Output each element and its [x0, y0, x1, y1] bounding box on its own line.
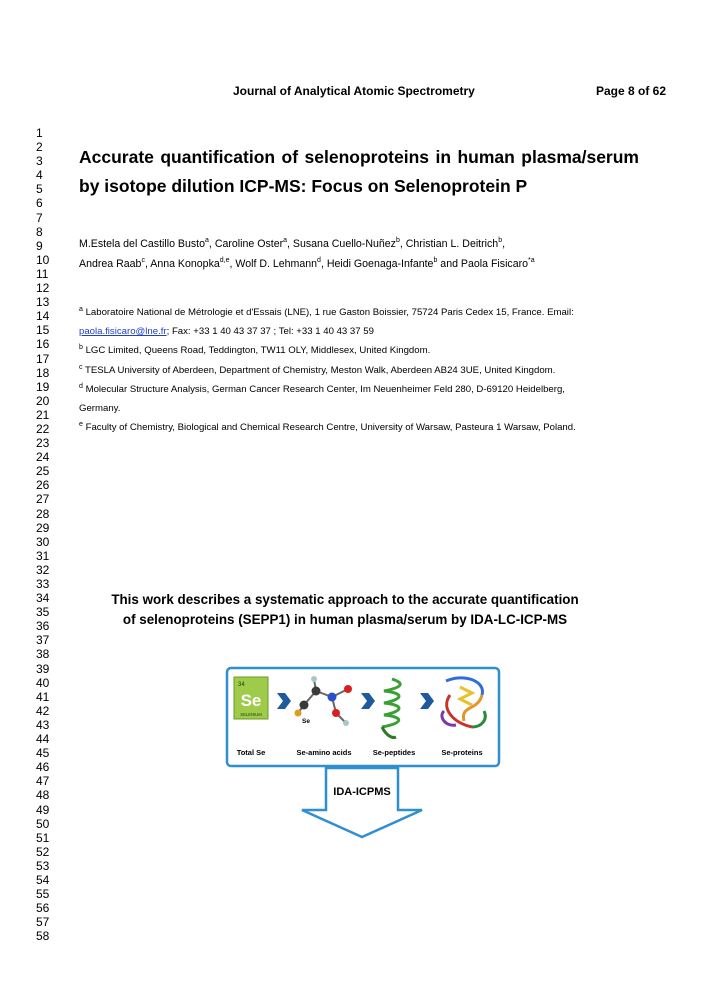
- line-number: 54: [36, 872, 50, 887]
- line-number: 45: [36, 746, 50, 761]
- line-number: 17: [36, 351, 50, 366]
- affiliation-b: [79, 341, 649, 360]
- email-link[interactable]: paola.fisicaro@lne.fr: [79, 326, 167, 338]
- author-list: M.Estela del Castillo Busto$^a$, Caroline Oster$^a$, Susana Cuello-Nuñez$^b$, Christian L. Deitrich$^b$, Andrea Raab$^c$, Anna Konopka$^{d,e}$, Wolf D. Lehmann$^d$, Heidi Goenaga-Infante$^b$ and Paola Fisicaro$^{*a}$: [79, 237, 535, 270]
- line-number: 49: [36, 802, 50, 817]
- line-number: 56: [36, 901, 50, 916]
- contact-text: ; Fax: +33 1 40 43 37 37 ; Tel: +33 1 40 43 37 59: [166, 326, 374, 338]
- author: Anna Konopka: [150, 258, 220, 270]
- affiliation-mark: a: [79, 306, 83, 313]
- line-number: 2: [36, 140, 43, 155]
- author: Andrea Raab: [79, 258, 142, 270]
- line-number: 8: [36, 224, 43, 239]
- line-number: 38: [36, 647, 50, 662]
- line-number: 19: [36, 379, 50, 394]
- line-numbers: [36, 126, 60, 943]
- line-number: 4: [36, 168, 43, 183]
- line-number: 29: [36, 520, 50, 535]
- author: Susana Cuello-Nuñez: [292, 238, 396, 250]
- line-number: 16: [36, 337, 50, 352]
- line-number: 40: [36, 675, 50, 690]
- line-number: 41: [36, 689, 50, 704]
- line-number: 31: [36, 548, 50, 563]
- title-line-2: by isotope dilution ICP-MS: Focus on Selenoprotein P: [79, 176, 528, 196]
- line-number: 13: [36, 295, 50, 310]
- affiliation-mark: c: [79, 363, 83, 371]
- stage-label: Se-amino acids: [296, 748, 352, 757]
- affiliations: [79, 303, 649, 437]
- abstract-line-2: of selenoproteins (SEPP1) in human plasma/serum by IDA-LC-ICP-MS: [122, 611, 568, 627]
- line-number: 28: [36, 506, 50, 521]
- line-number: 18: [36, 365, 50, 380]
- affiliation-a-contact: [79, 322, 649, 341]
- line-number: 3: [36, 154, 43, 169]
- line-number: 7: [36, 210, 43, 225]
- affiliation-text: Laboratoire National de Métrologie et d'Essais (LNE), 1 rue Gaston Boissier, 75724 Paris Cedex 15, France. Email:: [85, 307, 574, 318]
- author-affiliation-mark: c: [141, 257, 145, 264]
- line-number: 50: [36, 816, 50, 831]
- author-affiliation-mark: d: [317, 257, 321, 264]
- line-number: 20: [36, 393, 50, 408]
- line-number: 55: [36, 887, 50, 902]
- line-number: 9: [36, 238, 43, 253]
- page-number: Page 8 of 62: [596, 84, 667, 98]
- author: M.Estela del Castillo Busto: [79, 238, 206, 250]
- line-number: 26: [36, 478, 50, 493]
- element-symbol: Se: [240, 691, 262, 710]
- affiliation-mark: b: [79, 344, 83, 352]
- stage-label: Total Se: [236, 748, 266, 757]
- author: Wolf D. Lehmann: [235, 258, 318, 270]
- line-number: 48: [36, 788, 50, 803]
- line-number: 25: [36, 464, 50, 479]
- line-number: 42: [36, 703, 50, 718]
- element-name: SELENIUM: [240, 712, 262, 717]
- line-number: 5: [36, 182, 43, 197]
- line-number: 12: [36, 281, 50, 296]
- line-number: 57: [36, 915, 50, 930]
- arrow-label: IDA-ICPMS: [333, 786, 391, 798]
- line-number: 47: [36, 774, 50, 789]
- affiliation-text: Molecular Structure Analysis, German Cancer Research Center, Im Neuenheimer Feld 280, D-69120 Heidelberg,: [85, 383, 565, 395]
- paper-title: [79, 143, 639, 201]
- author-affiliation-mark: a: [283, 237, 288, 244]
- line-number: 35: [36, 605, 50, 620]
- line-number: 53: [36, 858, 50, 873]
- line-number: 33: [36, 577, 50, 591]
- line-number: 51: [36, 830, 50, 845]
- line-number: 30: [36, 534, 50, 549]
- down-arrow-icon: [302, 768, 422, 837]
- line-number: 23: [36, 436, 50, 451]
- line-number: 15: [36, 323, 50, 338]
- affiliation-text: Faculty of Chemistry, Biological and Chemical Research Centre, University of Warsaw, Pasteura 1 Warsaw, Poland.: [85, 422, 576, 434]
- atom-label: Se: [302, 718, 310, 725]
- author-affiliation-mark: a: [205, 237, 209, 244]
- line-number: 27: [36, 492, 50, 507]
- line-number: 6: [36, 196, 43, 211]
- line-number: 43: [36, 717, 50, 732]
- line-number: 32: [36, 562, 50, 577]
- author: Heidi Goenaga-Infante: [326, 258, 434, 270]
- affiliation-a: [79, 303, 649, 322]
- line-number: 39: [36, 661, 50, 676]
- line-number: 10: [36, 252, 50, 267]
- abstract-line-1: This work describes a systematic approach to the accurate quantification: [111, 592, 579, 607]
- affiliation-text: TESLA University of Aberdeen, Department of Chemistry, Meston Walk, Aberdeen AB24 3UE, United Kingdom.: [85, 364, 556, 376]
- affiliation-d: [79, 380, 649, 399]
- author: Paola Fisicaro: [460, 258, 529, 270]
- stage-label: Se-proteins: [441, 748, 483, 757]
- line-number: 44: [36, 732, 50, 747]
- line-number: 37: [36, 633, 50, 648]
- author-affiliation-mark: d,e: [219, 257, 230, 264]
- line-number: 11: [36, 266, 49, 281]
- author-affiliation-mark: *a: [528, 257, 535, 264]
- line-number: 52: [36, 844, 50, 859]
- author: Caroline Oster: [214, 238, 284, 250]
- author-affiliation-mark: b: [498, 237, 503, 244]
- affiliation-d-cont: Germany.: [79, 403, 121, 415]
- affiliation-mark: e: [79, 421, 83, 429]
- line-number: 36: [36, 619, 50, 634]
- line-number: 21: [36, 407, 50, 422]
- title-line-1: Accurate quantification of selenoproteins in human plasma/serum: [79, 147, 639, 167]
- affiliation-c: [79, 361, 649, 380]
- affiliation-text: LGC Limited, Queens Road, Teddington, TW11 OLY, Middlesex, United Kingdom.: [85, 345, 431, 357]
- line-number: 34: [36, 591, 50, 606]
- graphical-abstract-figure: [224, 665, 502, 843]
- journal-name: Journal of Analytical Atomic Spectrometry: [233, 84, 475, 98]
- author: Christian L. Deitrich: [405, 238, 499, 250]
- author-affiliation-mark: b: [395, 237, 400, 244]
- line-number: 22: [36, 421, 50, 436]
- line-number: 1: [36, 126, 43, 140]
- affiliation-e: [79, 418, 649, 437]
- affiliation-mark: d: [79, 382, 83, 390]
- graphical-abstract-text: [60, 590, 630, 629]
- line-number: 58: [36, 929, 50, 944]
- line-number: 14: [36, 309, 50, 324]
- line-number: 24: [36, 450, 50, 465]
- line-number: 46: [36, 760, 50, 775]
- element-number: 34: [238, 682, 245, 688]
- stage-label: Se-peptides: [372, 748, 416, 757]
- author-affiliation-mark: b: [433, 257, 438, 264]
